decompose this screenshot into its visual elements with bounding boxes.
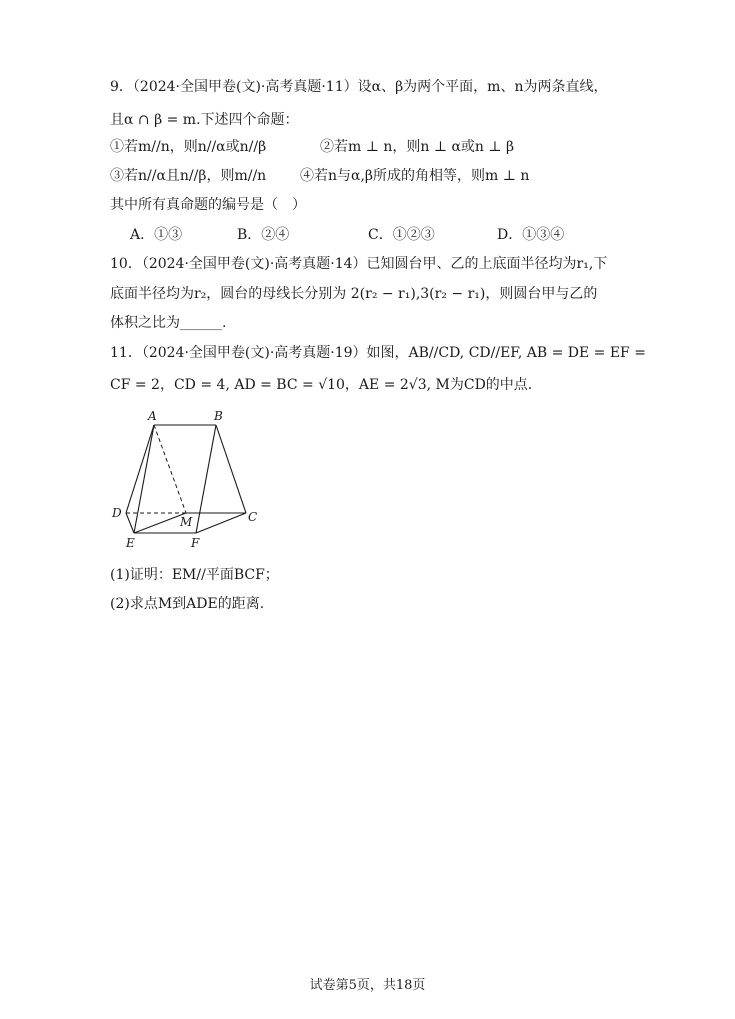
- q9-option-c: C．①②③: [368, 227, 435, 243]
- q9-prop4: ④若n与α,β所成的角相等，则m ⊥ n: [300, 168, 530, 184]
- edge-fc: [196, 513, 246, 533]
- label-f: F: [191, 536, 200, 550]
- q9-prop1: ①若m//n，则n//α或n//β: [110, 139, 267, 155]
- label-a: A: [148, 409, 157, 423]
- q11-part2: (2)求点M到ADE的距离.: [110, 596, 265, 612]
- q9-line1: 9．（2024·全国甲卷(文)·高考真题·11）设α、β为两个平面，m、n为两条直线，: [110, 79, 608, 95]
- edge-am-dashed: [154, 425, 186, 513]
- q9-prop3: ③若n//α且n//β，则m//n: [110, 168, 267, 184]
- label-d: D: [112, 506, 122, 520]
- page-footer: 试卷第5页，共18页: [309, 978, 426, 993]
- edge-bc: [216, 425, 246, 513]
- q10-line2: 底面半径均为r₂，圆台的母线长分别为 2(r₂ − r₁),3(r₂ − r₁)，则圆台甲与乙的: [110, 286, 598, 302]
- q11-line1: 11．（2024·全国甲卷(文)·高考真题·19）如图，AB//CD, CD//EF, AB = DE = EF =: [110, 345, 646, 361]
- edge-de: [126, 513, 134, 533]
- label-e: E: [126, 536, 135, 550]
- q9-prompt: 其中所有真命题的编号是（ ）: [110, 197, 306, 213]
- edge-em: [134, 513, 186, 533]
- label-c: C: [248, 510, 258, 524]
- label-m: M: [180, 515, 193, 529]
- q9-option-b: B．②④: [237, 227, 290, 243]
- q9-prop2: ②若m ⊥ n，则n ⊥ α或n ⊥ β: [320, 139, 515, 155]
- q9-option-a: A．①③: [130, 227, 183, 243]
- label-b: B: [214, 409, 223, 423]
- geometry-figure: [106, 405, 266, 550]
- q9-option-d: D．①③④: [497, 227, 565, 243]
- q11-line2: CF = 2，CD = 4, AD = BC = √10，AE = 2√3, M为CD的中点.: [110, 377, 533, 393]
- q9-line2: 且α ∩ β = m.下述四个命题：: [110, 112, 299, 128]
- edge-bf: [196, 425, 216, 533]
- q10-line1: 10．（2024·全国甲卷(文)·高考真题·14）已知圆台甲、乙的上底面半径均为r₁,下: [110, 256, 608, 272]
- q11-part1: (1)证明：EM//平面BCF；: [110, 567, 279, 583]
- q10-line3: 体积之比为______.: [110, 315, 227, 331]
